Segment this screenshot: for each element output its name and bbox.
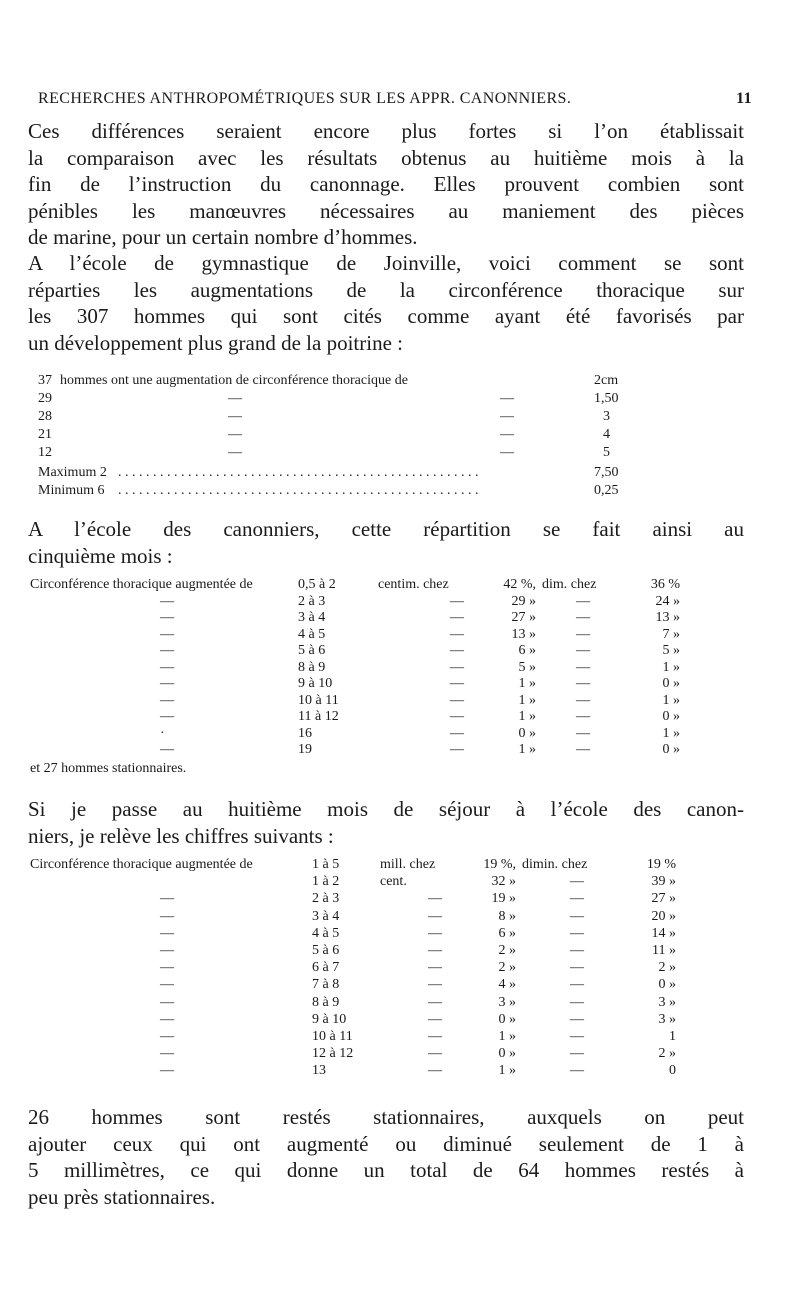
label-cell: Minimum 6	[38, 483, 105, 498]
ditto-mark: —	[160, 610, 174, 625]
dim-cell: 1	[669, 1029, 676, 1044]
ditto-mark: —	[570, 960, 584, 976]
unit-cell: centim. chez	[378, 577, 449, 592]
range-cell: 1 à 5	[312, 857, 340, 872]
ditto-mark: —	[500, 445, 514, 460]
text-line: réparties les augmentations de la circonférence thoracique sur	[28, 277, 744, 302]
aug-cell: 6 »	[518, 643, 536, 658]
ditto-mark: —	[570, 1029, 584, 1044]
ditto-mark: —	[160, 891, 174, 907]
ditto-mark: —	[570, 874, 584, 890]
text-line: 26 hommes sont restés stationnaires, auxquels on peut	[28, 1105, 744, 1129]
text-line: Ces différences seraient encore plus fortes si l’on établissait	[28, 119, 744, 143]
value-cell: 3	[603, 409, 610, 424]
text-line: la comparaison avec les résultats obtenus au huitième mois à la	[28, 145, 744, 170]
ditto-mark: —	[576, 626, 590, 642]
value-cell: 4	[603, 427, 610, 442]
range-cell: 4 à 5	[298, 626, 326, 642]
ditto-mark: —	[570, 943, 584, 958]
ditto-mark: —	[576, 742, 590, 757]
table-row	[30, 1028, 750, 1046]
ditto-mark: —	[428, 891, 442, 907]
table-row	[30, 873, 750, 891]
aug-cell: 0 »	[498, 1011, 516, 1027]
table-row	[30, 659, 750, 677]
table-row-maximum	[38, 464, 738, 482]
row-label: Circonférence thoracique augmentée de	[30, 857, 253, 872]
table-row	[30, 609, 750, 627]
aug-cell: 4 »	[498, 977, 516, 993]
aug-cell: 1 »	[518, 709, 536, 724]
dim-cell: 13 »	[655, 610, 680, 625]
dim-cell: 0 »	[658, 977, 676, 993]
range-cell: 5 à 6	[312, 943, 340, 958]
range-cell: 12 à 12	[312, 1046, 354, 1062]
ditto-mark: —	[576, 725, 590, 741]
table-row	[30, 890, 750, 908]
ditto-mark: —	[576, 610, 590, 625]
label-cell: Maximum 2	[38, 465, 107, 480]
dim-cell: 11 »	[652, 943, 676, 958]
ditto-mark: —	[160, 626, 174, 642]
dim-cell: 27 »	[651, 891, 676, 907]
ditto-mark: —	[450, 725, 464, 741]
aug-cell: 6 »	[498, 925, 516, 941]
ditto-mark: —	[570, 994, 584, 1010]
aug-cell: 1 »	[498, 1029, 516, 1044]
table-row	[30, 1045, 750, 1063]
ditto-mark: —	[160, 643, 174, 658]
ditto-mark: —	[450, 610, 464, 625]
aug-cell: 42 %,	[503, 577, 536, 592]
value-cell: 1,50	[594, 391, 619, 406]
dim-cell: 19 %	[646, 857, 676, 872]
ditto-mark: —	[428, 960, 442, 976]
table-row	[38, 408, 738, 426]
range-cell: 10 à 11	[312, 1029, 353, 1044]
ditto-mark: —	[428, 1029, 442, 1044]
ditto-mark: —	[428, 977, 442, 993]
ditto-mark: ·	[160, 725, 165, 741]
ditto-mark: —	[500, 409, 514, 424]
aug-cell: 1 »	[518, 676, 536, 691]
dim-cell: 20 »	[651, 908, 676, 924]
fifth-month-table	[30, 576, 750, 781]
header-title: RECHERCHES ANTHROPOMÉTRIQUES SUR LES APPR. CANONNIERS.	[38, 90, 572, 107]
ditto-mark: —	[428, 1046, 442, 1062]
ditto-mark: —	[160, 676, 174, 691]
table-row	[38, 426, 738, 444]
aug-cell: 2 »	[498, 960, 516, 976]
table-row	[30, 976, 750, 994]
ditto-mark: —	[160, 659, 174, 675]
aug-cell: 5 »	[518, 659, 536, 675]
range-cell: 3 à 4	[298, 610, 326, 625]
paragraph-4	[28, 796, 744, 849]
text-line: pénibles les manœuvres nécessaires au maniement des pièces	[28, 198, 744, 223]
count-cell: 28	[38, 409, 52, 424]
ditto-mark: —	[160, 977, 174, 993]
paragraph-1	[28, 118, 744, 251]
table-row	[38, 390, 738, 408]
ditto-mark: —	[450, 659, 464, 675]
aug-cell: 1 »	[518, 742, 536, 757]
aug-cell: 1 »	[498, 1063, 516, 1079]
table-footer	[30, 760, 750, 778]
count-cell: 21	[38, 427, 52, 442]
dot-leader: . . . . . . . . . . . . . . . . . . . . . . . . . . . . . . . . . . . . . . . . . . . . . . . . . . . .	[118, 465, 479, 480]
range-cell: 10 à 11	[298, 692, 339, 708]
unit-cell: mill. chez	[380, 857, 436, 872]
count-cell: 29	[38, 391, 52, 406]
text-line: 5 millimètres, ce qui donne un total de 64 hommes restés à	[28, 1158, 744, 1182]
ditto-mark: —	[160, 692, 174, 708]
text-line: Si je passe au huitième mois de séjour à l’école des canon-	[28, 797, 744, 821]
ditto-mark: —	[450, 643, 464, 658]
dim-cell: 0 »	[662, 742, 680, 757]
aug-cell: 32 »	[491, 874, 516, 890]
running-header	[38, 90, 752, 114]
range-cell: 7 à 8	[312, 977, 340, 993]
dim-cell: 1 »	[662, 692, 680, 708]
ditto-mark: —	[576, 593, 590, 609]
table-row	[30, 1011, 750, 1029]
range-cell: 4 à 5	[312, 925, 340, 941]
aug-cell: 29 »	[511, 593, 536, 609]
paragraph-3	[28, 516, 744, 569]
ditto-mark: —	[160, 960, 174, 976]
ditto-mark: —	[570, 1063, 584, 1079]
dot-leader: . . . . . . . . . . . . . . . . . . . . . . . . . . . . . . . . . . . . . . . . . . . . . . . . . . . .	[118, 483, 479, 498]
ditto-mark: —	[570, 925, 584, 941]
table-row-minimum	[38, 482, 738, 500]
ditto-mark: —	[160, 908, 174, 924]
ditto-mark: —	[428, 925, 442, 941]
aug-cell: 19 »	[491, 891, 516, 907]
table-row	[30, 675, 750, 693]
ditto-mark: —	[428, 1063, 442, 1079]
dim-cell: 3 »	[658, 994, 676, 1010]
dim-cell: 14 »	[651, 925, 676, 941]
aug-cell: 19 %,	[483, 857, 516, 872]
table-row	[30, 692, 750, 710]
ditto-mark: —	[428, 994, 442, 1010]
range-cell: 9 à 10	[312, 1011, 347, 1027]
ditto-mark: —	[450, 593, 464, 609]
value-cell: 0,25	[594, 483, 619, 498]
text-line: ajouter ceux qui ont augmenté ou diminué seulement de 1 à	[28, 1131, 744, 1156]
ditto-mark: —	[160, 994, 174, 1010]
dim-cell: 7 »	[662, 626, 680, 642]
table-row	[30, 925, 750, 943]
table-row	[30, 576, 750, 594]
eighth-month-table	[30, 856, 750, 1096]
ditto-mark: —	[576, 676, 590, 691]
dim-cell: 24 »	[655, 593, 680, 609]
ditto-mark: —	[576, 692, 590, 708]
count-cell: 12	[38, 445, 52, 460]
ditto-mark: —	[576, 659, 590, 675]
dim-cell: 0	[669, 1063, 676, 1079]
ditto-mark: —	[160, 1046, 174, 1062]
dim-label-cell: dim. chez	[542, 577, 597, 592]
ditto-mark: —	[570, 977, 584, 993]
range-cell: 16	[298, 725, 312, 741]
ditto-mark: —	[576, 709, 590, 724]
table-row	[30, 908, 750, 926]
text-line: A l’école de gymnastique de Joinville, voici comment se sont	[28, 251, 744, 275]
ditto-mark: —	[160, 1011, 174, 1027]
joinville-table	[38, 372, 738, 512]
table-row	[30, 642, 750, 660]
range-cell: 9 à 10	[298, 676, 333, 691]
ditto-mark: —	[160, 1063, 174, 1079]
ditto-mark: —	[570, 1011, 584, 1027]
ditto-mark: —	[228, 409, 242, 424]
dim-cell: 1 »	[662, 725, 680, 741]
range-cell: 2 à 3	[312, 891, 340, 907]
range-cell: 1 à 2	[312, 874, 340, 890]
range-cell: 0,5 à 2	[298, 577, 336, 592]
text-line: un développement plus grand de la poitrine :	[28, 330, 403, 355]
ditto-mark: —	[500, 391, 514, 406]
aug-cell: 3 »	[498, 994, 516, 1010]
aug-cell: 0 »	[518, 725, 536, 741]
dim-cell: 0 »	[662, 676, 680, 691]
unit-cell: cent.	[380, 874, 407, 890]
text-line: niers, je relève les chiffres suivants :	[28, 823, 334, 848]
range-cell: 19	[298, 742, 312, 757]
ditto-mark: —	[160, 925, 174, 941]
range-cell: 6 à 7	[312, 960, 340, 976]
ditto-mark: —	[160, 742, 174, 757]
table-row	[30, 741, 750, 759]
text-line: peu près stationnaires.	[28, 1184, 216, 1209]
range-cell: 5 à 6	[298, 643, 326, 658]
text-line: cinquième mois :	[28, 543, 173, 568]
table-row	[30, 725, 750, 743]
dim-cell: 36 %	[650, 577, 680, 592]
range-cell: 3 à 4	[312, 908, 340, 924]
ditto-mark: —	[428, 943, 442, 958]
ditto-mark: —	[576, 643, 590, 658]
ditto-mark: —	[450, 742, 464, 757]
value-cell: 5	[603, 445, 610, 460]
ditto-mark: —	[570, 891, 584, 907]
ditto-mark: —	[160, 1029, 174, 1044]
ditto-mark: —	[450, 676, 464, 691]
table-row	[30, 593, 750, 611]
aug-cell: 0 »	[498, 1046, 516, 1062]
ditto-mark: —	[450, 626, 464, 642]
ditto-mark: —	[228, 391, 242, 406]
page-number: 11	[736, 90, 752, 107]
count-cell: 37	[38, 373, 52, 388]
table-row	[38, 444, 738, 462]
dim-label-cell: dimin. chez	[522, 857, 588, 872]
table-row	[30, 942, 750, 960]
ditto-mark: —	[500, 427, 514, 442]
dim-cell: 2 »	[658, 1046, 676, 1062]
ditto-mark: —	[228, 427, 242, 442]
dim-cell: 1 »	[662, 659, 680, 675]
ditto-mark: —	[450, 692, 464, 708]
row-label: Circonférence thoracique augmentée de	[30, 577, 253, 592]
aug-cell: 2 »	[498, 943, 516, 958]
paragraph-2	[28, 250, 744, 356]
ditto-mark: —	[160, 709, 174, 724]
range-cell: 8 à 9	[298, 659, 326, 675]
dim-cell: 2 »	[658, 960, 676, 976]
text-line: de marine, pour un certain nombre d’hommes.	[28, 225, 418, 249]
text-line: fin de l’instruction du canonnage. Elles prouvent combien sont	[28, 172, 744, 196]
table-row	[30, 1062, 750, 1080]
dim-cell: 3 »	[658, 1011, 676, 1027]
ditto-mark: —	[428, 908, 442, 924]
value-cell: 7,50	[594, 465, 619, 480]
table-row	[30, 626, 750, 644]
label-cell: hommes ont une augmentation de circonférence thoracique de	[60, 373, 408, 388]
footer-text: et 27 hommes stationnaires.	[30, 760, 187, 776]
value-cell: 2cm	[594, 373, 619, 388]
ditto-mark: —	[228, 445, 242, 460]
table-row	[30, 856, 750, 874]
paragraph-5	[28, 1104, 744, 1210]
range-cell: 11 à 12	[298, 709, 339, 724]
aug-cell: 1 »	[518, 692, 536, 708]
table-row	[30, 959, 750, 977]
dim-cell: 0 »	[662, 709, 680, 724]
table-row	[30, 994, 750, 1012]
aug-cell: 27 »	[511, 610, 536, 625]
ditto-mark: —	[160, 943, 174, 958]
range-cell: 8 à 9	[312, 994, 340, 1010]
range-cell: 13	[312, 1063, 326, 1079]
range-cell: 2 à 3	[298, 593, 326, 609]
ditto-mark: —	[570, 908, 584, 924]
ditto-mark: —	[160, 593, 174, 609]
aug-cell: 8 »	[498, 908, 516, 924]
aug-cell: 13 »	[511, 626, 536, 642]
table-row	[38, 372, 738, 390]
dim-cell: 5 »	[662, 643, 680, 658]
dim-cell: 39 »	[651, 874, 676, 890]
ditto-mark: —	[450, 709, 464, 724]
ditto-mark: —	[570, 1046, 584, 1062]
ditto-mark: —	[428, 1011, 442, 1027]
text-line: les 307 hommes qui sont cités comme ayant été favorisés par	[28, 304, 744, 328]
table-row	[30, 708, 750, 726]
text-line: A l’école des canonniers, cette répartition se fait ainsi au	[28, 517, 744, 541]
